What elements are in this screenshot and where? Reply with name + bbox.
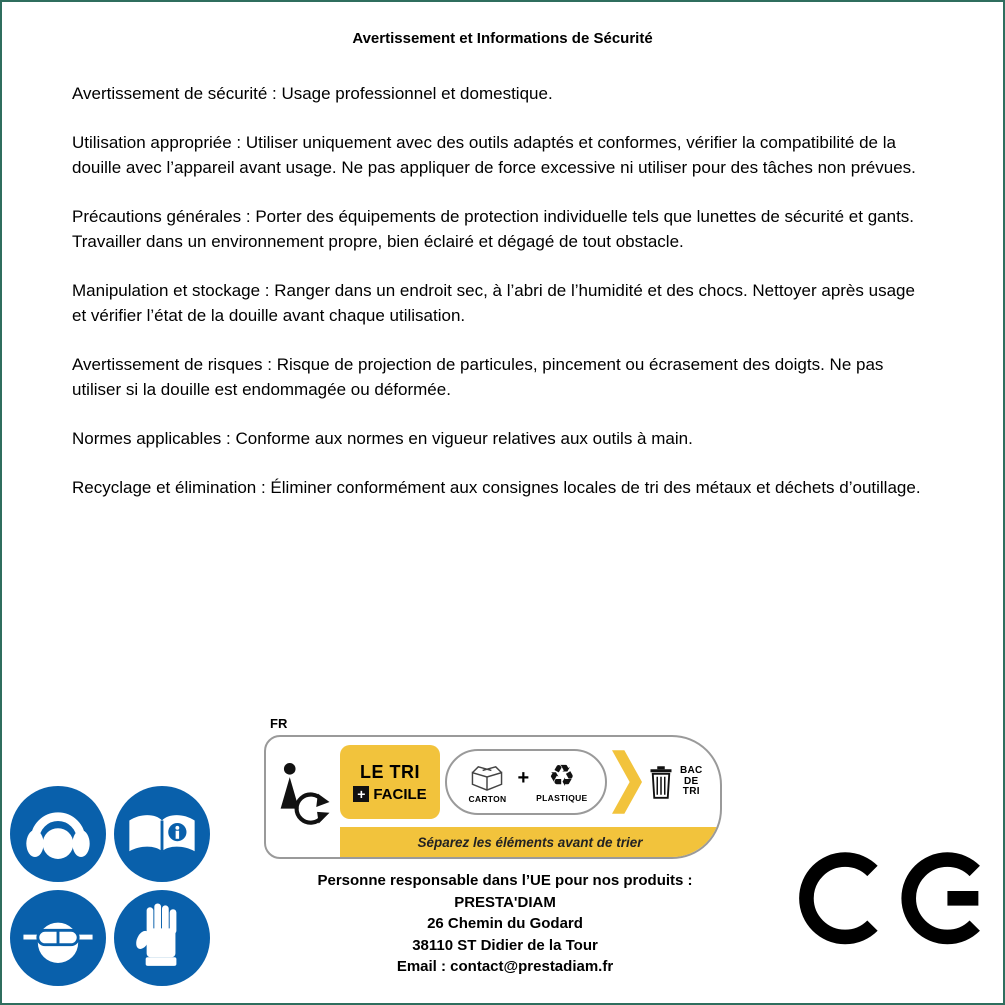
triman-icon: [274, 755, 332, 839]
bin-sign-text: [680, 766, 703, 798]
sorting-instruction-text: Séparez les éléments avant de trier: [417, 834, 643, 850]
safety-paragraph: Manipulation et stockage : Ranger dans un endroit sec, à l’abri de l’humidité et des chocs. Nettoyer après usage et vérifier l’état de la douille avant chaque utilisation.: [72, 281, 915, 325]
plastique-material: [536, 758, 588, 803]
address-line: 26 Chemin du Godard: [427, 915, 583, 932]
page-title: Avertissement et Informations de Sécurité: [352, 30, 653, 47]
bin-line: TRI: [682, 786, 700, 798]
facile-row: [353, 786, 426, 803]
safety-paragraph: Précautions générales : Porter des équipements de protection individuelle tels que lunettes de sécurité et gants. Travailler dans un environnement propre, bien éclairé et dégagé de tout obstacle.: [72, 207, 915, 251]
arrow-chevron-icon: [612, 746, 642, 818]
safety-paragraph: Normes applicables : Conforme aux normes en vigueur relatives aux outils à main.: [72, 429, 693, 448]
sorting-instruction-strip: [340, 827, 720, 857]
hand-protection-pictogram: [114, 890, 210, 986]
recycling-triangle-icon: ♻: [548, 758, 576, 794]
read-instructions-pictogram: [114, 786, 210, 882]
triman-right-panel: [340, 737, 720, 857]
safety-paragraph: Avertissement de sécurité : Usage professionnel et domestique.: [72, 84, 553, 103]
ce-mark: [797, 851, 999, 947]
materials-oval: [445, 749, 607, 815]
country-code-label: FR: [270, 716, 288, 731]
eye-protection-pictogram: [10, 890, 106, 986]
bin-sign: [612, 745, 716, 819]
safety-paragraph: Recyclage et élimination : Éliminer conformément aux consignes locales de tri des métaux et déchets d’outillage.: [72, 478, 921, 497]
mandatory-pictograms: [10, 786, 210, 986]
bin-line: DE: [684, 775, 699, 787]
company-name: PRESTA'DIAM: [454, 893, 556, 911]
plus-separator: +: [517, 766, 530, 789]
plus-icon: +: [353, 786, 369, 802]
safety-goggles-icon: [10, 890, 106, 986]
ear-protection-pictogram: [10, 786, 106, 882]
eu-responsible-address: [235, 870, 775, 978]
triman-recycling-label: [264, 735, 722, 859]
email-line: Email : contact@prestadiam.fr: [396, 958, 614, 975]
triman-logo: [266, 737, 340, 857]
carton-label: CARTON: [468, 793, 507, 804]
safety-text: [2, 81, 1003, 500]
address-line: Personne responsable dans l’UE pour nos produits :: [317, 872, 693, 889]
ear-protection-icon: [10, 786, 106, 882]
carton-box-icon: [464, 761, 510, 793]
plastique-label: PLASTIQUE: [536, 792, 588, 803]
carton-material: [464, 761, 510, 804]
ce-mark-icon: [797, 851, 999, 947]
read-manual-icon: [114, 786, 210, 882]
trash-bin-icon: [646, 761, 676, 803]
address-line: 38110 ST Didier de la Tour: [412, 936, 598, 954]
protective-glove-icon: [114, 890, 210, 986]
triman-top-row: [340, 737, 720, 827]
safety-paragraph: Avertissement de risques : Risque de projection de particules, pincement ou écrasement des doigts. Ne pas utiliser si la douille est endommagée ou déformée.: [72, 355, 884, 399]
le-tri-text: LE TRI: [360, 761, 420, 782]
facile-text: FACILE: [373, 785, 427, 803]
bin-line: BAC: [680, 765, 703, 777]
safety-paragraph: Utilisation appropriée : Utiliser uniquement avec des outils adaptés et conformes, vérifier la compatibilité de la douille avec l’appareil avant usage. Ne pas appliquer de force excessive ni utiliser pour des tâches non prévues.: [72, 133, 916, 177]
le-tri-facile-badge: [340, 745, 440, 819]
